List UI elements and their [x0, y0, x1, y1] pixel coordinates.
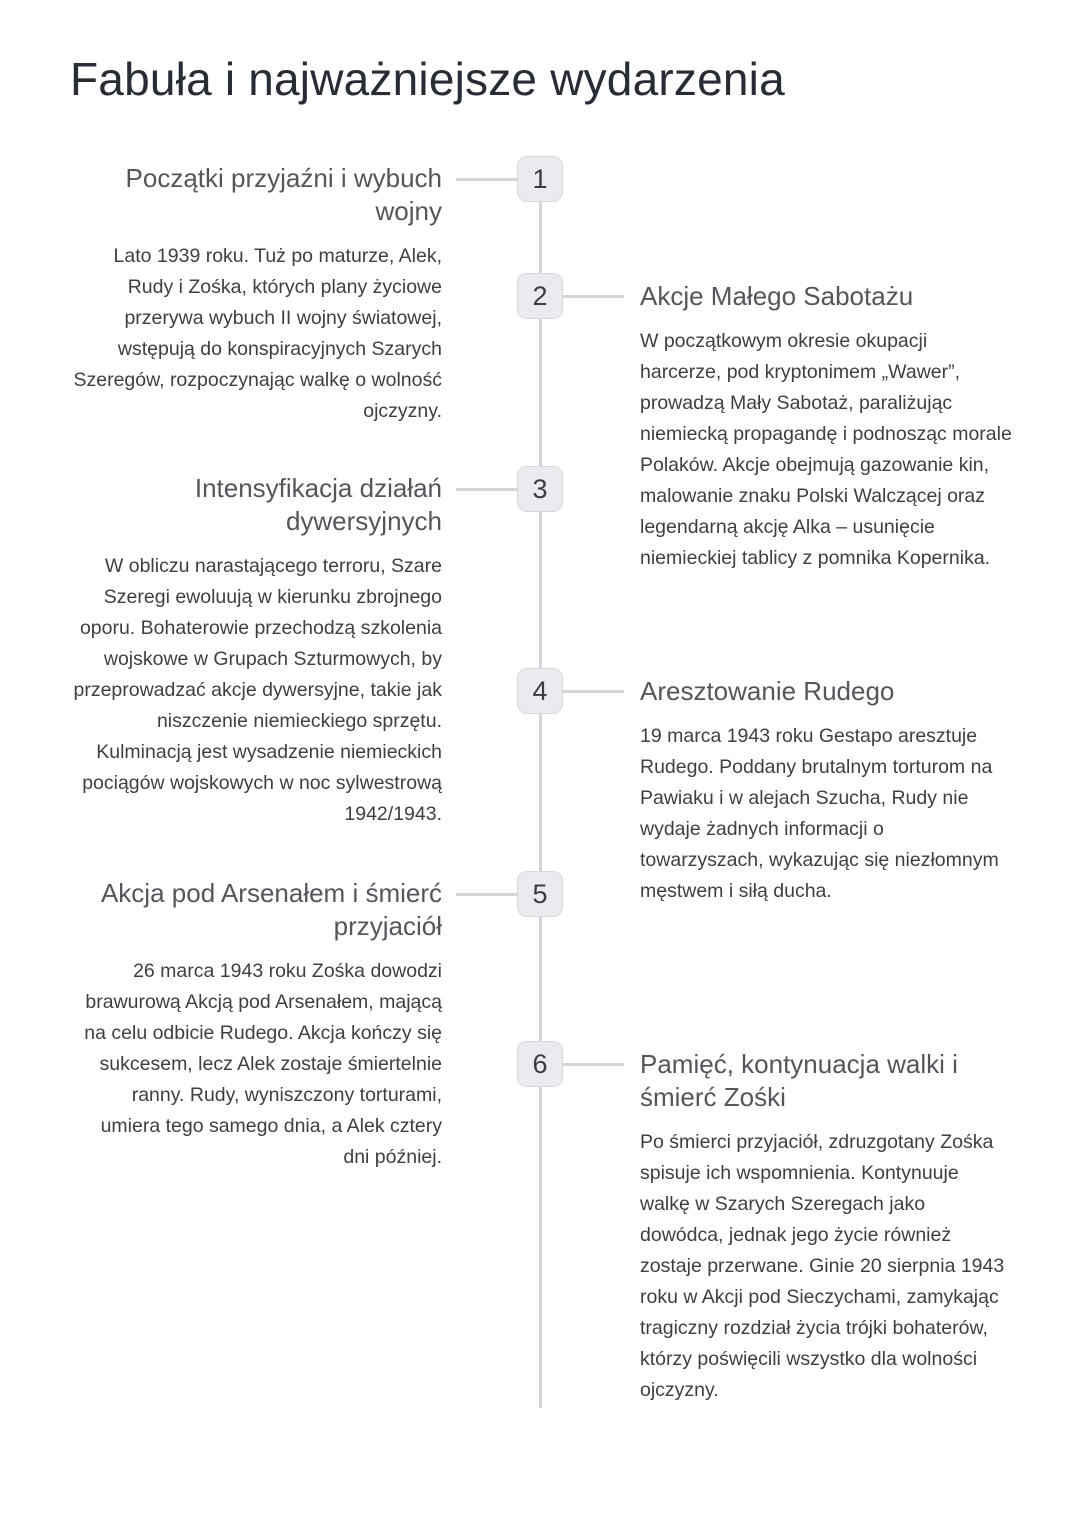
timeline-item-6: [640, 1048, 1012, 1406]
item-body: Lato 1939 roku. Tuż po maturze, Alek, Rudy i Zośka, których plany życiowe przerywa wybuch II wojny światowej, wstępują do konspiracyjnych Szarych Szeregów, rozpoczynając walkę o wolność ojczyzny.: [73, 245, 442, 422]
item-title: Aresztowanie Rudego: [640, 676, 895, 706]
item-body: 26 marca 1943 roku Zośka dowodzi brawurową Akcją pod Arsenałem, mającą na celu odbicie Rudego. Akcja kończy się sukcesem, lecz Alek zostaje śmiertelnie ranny. Rudy, wyniszczony torturami, umiera tego samego dnia, a Alek cztery dni później.: [84, 960, 442, 1168]
connector-line: [563, 295, 624, 298]
item-body: 19 marca 1943 roku Gestapo aresztuje Rudego. Poddany brutalnym torturom na Pawiaku i w alejach Szucha, Rudy nie wydaje żadnych informacji o towarzyszach, wykazując się niezłomnym męstwem i siłą ducha.: [640, 725, 999, 902]
item-body: Po śmierci przyjaciół, zdruzgotany Zośka spisuje ich wspomnienia. Kontynuuje walkę w Szarych Szeregach jako dowódca, jednak jego życie również zostaje przerwane. Ginie 20 sierpnia 1943 roku w Akcji pod Sieczychami, zamykając tragiczny rozdział życia trójki bohaterów, którzy poświęcili wszystko dla wolności ojczyzny.: [640, 1131, 1005, 1401]
timeline-node-1: 1: [517, 156, 563, 202]
item-title: Pamięć, kontynuacja walki i śmierć Zośki: [640, 1049, 958, 1112]
connector-line: [563, 690, 624, 693]
item-body: W początkowym okresie okupacji harcerze, pod kryptonimem „Wawer”, prowadzą Mały Sabotaż, paraliżując niemiecką propagandę i podnosząc morale Polaków. Akcje obejmują gazowanie kin, malowanie znaku Polski Walczącej oraz legendarną akcję Alka – usunięcie niemieckiej tablicy z pomnika Kopernika.: [640, 330, 1012, 569]
item-title: Akcja pod Arsenałem i śmierć przyjaciół: [100, 878, 442, 941]
timeline-item-4: [640, 675, 1012, 907]
connector-line: [456, 488, 517, 491]
timeline-node-6: 6: [517, 1041, 563, 1087]
connector-line: [456, 893, 517, 896]
timeline-item-1: [70, 162, 442, 427]
timeline-node-2: 2: [517, 273, 563, 319]
item-title: Początki przyjaźni i wybuch wojny: [125, 163, 442, 226]
timeline-item-5: [70, 877, 442, 1173]
item-title: Akcje Małego Sabotażu: [640, 281, 914, 311]
item-title: Intensyfikacja działań dywersyjnych: [194, 473, 442, 536]
timeline-axis-line: [539, 179, 542, 1408]
connector-line: [456, 178, 517, 181]
timeline-item-2: [640, 280, 1012, 574]
timeline-node-3: 3: [517, 466, 563, 512]
timeline-item-3: [70, 472, 442, 830]
connector-line: [563, 1063, 624, 1066]
page-title: Fabuła i najważniejsze wydarzenia: [70, 53, 785, 105]
item-body: W obliczu narastającego terroru, Szare Szeregi ewoluują w kierunku zbrojnego oporu. Bohaterowie przechodzą szkolenia wojskowe w Grupach Szturmowych, by przeprowadzać akcje dywersyjne, takie jak niszczenie niemieckiego sprzętu. Kulminacją jest wysadzenie niemieckich pociągów wojskowych w noc sylwestrową 1942/1943.: [73, 555, 442, 825]
timeline-node-4: 4: [517, 668, 563, 714]
timeline-node-5: 5: [517, 871, 563, 917]
